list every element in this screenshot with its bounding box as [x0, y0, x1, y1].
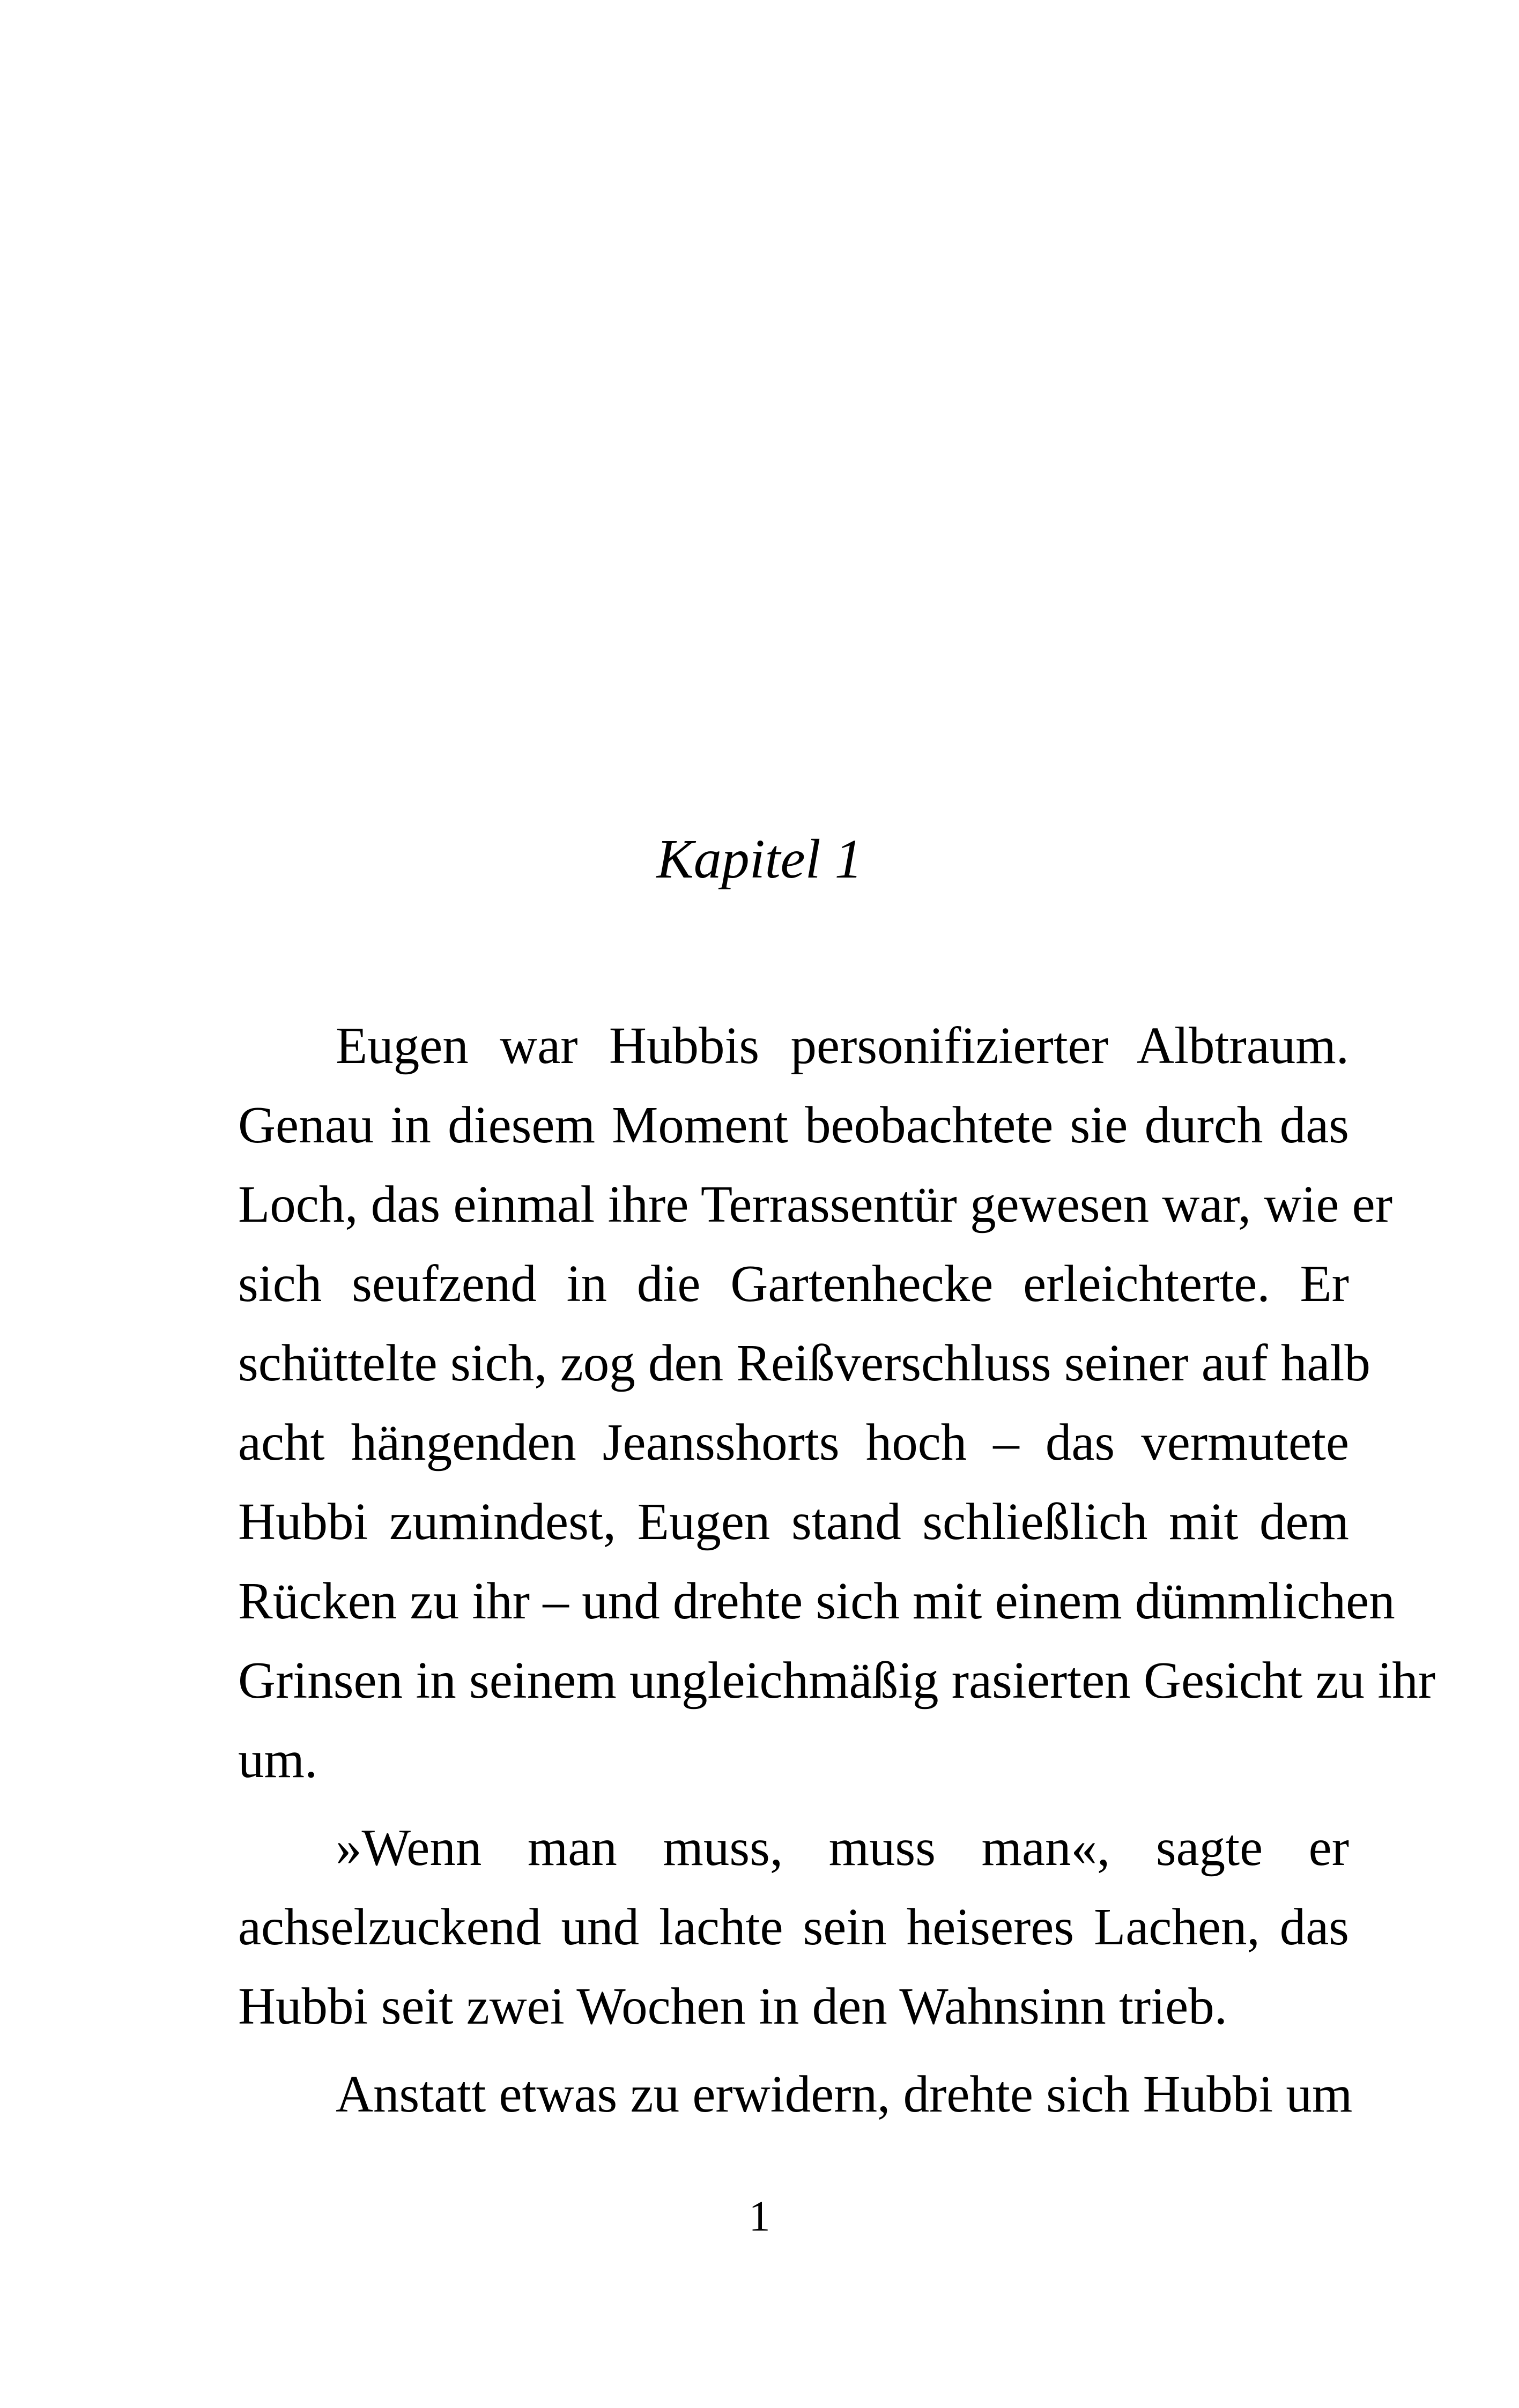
paragraph: [238, 2055, 1353, 2134]
text-line: sich seufzend in die Gartenhecke erleichterte. Er: [238, 1255, 1349, 1312]
text-line: Hubbi zumindest, Eugen stand schließlich mit dem: [238, 1493, 1349, 1550]
text-line: Loch, das einmal ihre Terrassentür gewesen war, wie er: [238, 1176, 1392, 1233]
text-line: Anstatt etwas zu erwidern, drehte sich Hubbi um: [336, 2065, 1353, 2123]
text-line: Grinsen in seinem ungleichmäßig rasierten Gesicht zu ihr: [238, 1652, 1436, 1709]
text-line: Genau in diesem Moment beobachtete sie durch das: [238, 1096, 1349, 1154]
text-line: Rücken zu ihr – und drehte sich mit einem dümmlichen: [238, 1572, 1395, 1630]
text-line: schüttelte sich, zog den Reißverschluss seiner auf halb: [238, 1334, 1370, 1392]
body-text: [238, 1006, 1436, 2134]
text-line: achselzuckend und lachte sein heiseres Lachen, das: [238, 1898, 1349, 1956]
text-line: Eugen war Hubbis personifizierter Albtraum.: [336, 1017, 1349, 1074]
paragraph: [238, 1006, 1436, 1800]
chapter-title: Kapitel 1: [656, 828, 863, 890]
text-line: um.: [238, 1731, 318, 1788]
page-number: 1: [749, 2193, 770, 2240]
paragraph: [238, 1808, 1349, 2046]
text-line: »Wenn man muss, muss man«, sagte er: [336, 1819, 1349, 1876]
text-line: acht hängenden Jeansshorts hoch – das vermutete: [238, 1414, 1349, 1471]
text-line: Hubbi seit zwei Wochen in den Wahnsinn trieb.: [238, 1978, 1227, 2035]
